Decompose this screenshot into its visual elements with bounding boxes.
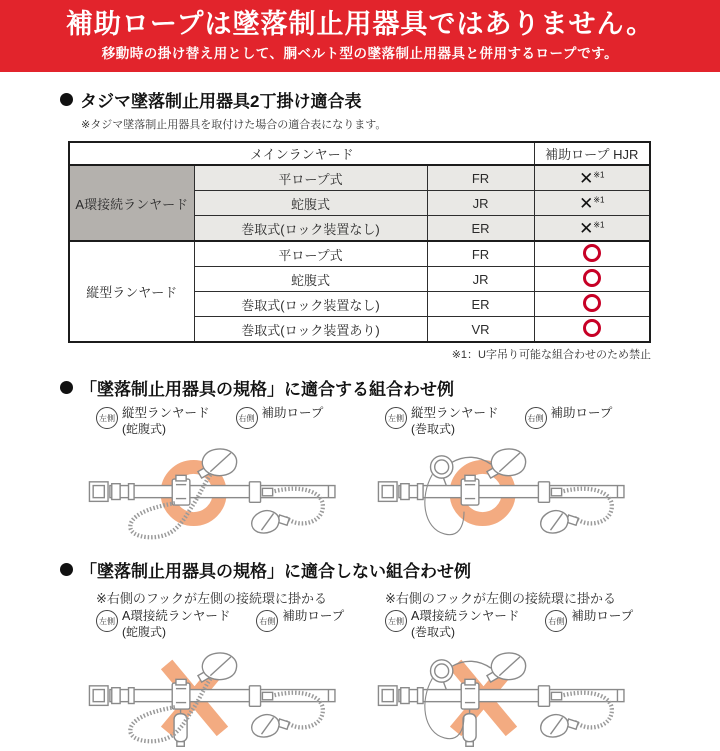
cell-type: 巻取式(ロック装置なし) xyxy=(194,292,427,317)
table-footnote: ※1：U字吊り可能な組合わせのため禁止 xyxy=(451,349,651,361)
device-subtype: (巻取式) xyxy=(411,624,455,639)
left-device-name xyxy=(411,406,499,437)
device-name-text: 縦型ランヤード xyxy=(122,406,210,420)
cell-code: FR xyxy=(427,165,534,191)
cell-type: 平ロープ式 xyxy=(194,241,427,267)
left-side-badge: 左側 xyxy=(96,407,118,429)
left-device-label xyxy=(385,609,519,640)
group-vertical-lanyard: 縦型ランヤード xyxy=(69,241,194,342)
cell-type: 蛇腹式 xyxy=(194,191,427,216)
cell-result xyxy=(534,191,650,216)
result-mark xyxy=(583,319,601,337)
cell-result xyxy=(534,317,650,343)
table-row xyxy=(69,165,650,191)
device-subtype: (巻取式) xyxy=(411,421,455,436)
right-side-badge: 右側 xyxy=(545,610,567,632)
warning-banner-title: 補助ロープは墜落制止用器具ではありません。 xyxy=(65,9,655,40)
ng-example-note: ※右側のフックが左側の接続環に掛かる xyxy=(96,591,327,607)
compatibility-table xyxy=(68,141,651,343)
ng-section-title-text: 「墜落制止用器具の規格」に適合しない組合わせ例 xyxy=(80,562,471,582)
table-row xyxy=(69,241,650,267)
right-device-label xyxy=(236,406,324,437)
cell-code: JR xyxy=(427,191,534,216)
left-device-name xyxy=(122,406,210,437)
header-aux-rope: 補助ロープ HJR xyxy=(534,142,650,165)
left-device-label xyxy=(385,406,499,437)
right-device-name: 補助ロープ xyxy=(261,406,324,420)
cell-code: FR xyxy=(427,241,534,267)
label-row xyxy=(371,406,650,437)
ng-examples xyxy=(60,588,660,750)
belt-diagram-ok-makitori xyxy=(371,439,650,547)
ok-examples xyxy=(60,406,660,547)
ng-example-makitori xyxy=(371,588,650,750)
header-main-lanyard: メインランヤード xyxy=(69,142,534,165)
device-name-text: A環接続ランヤード xyxy=(122,609,231,624)
device-name-text: 縦型ランヤード xyxy=(411,406,499,420)
ok-example-jabara xyxy=(82,406,361,547)
cell-result xyxy=(534,241,650,267)
bullet-icon xyxy=(60,381,73,394)
right-side-badge: 右側 xyxy=(236,407,258,429)
table-header-row xyxy=(69,142,650,165)
label-row xyxy=(82,609,361,640)
cell-type: 平ロープ式 xyxy=(194,165,427,191)
table-section-note: ※タジマ墜落制止用器具を取付けた場合の適合表になります。 xyxy=(81,119,387,131)
result-mark xyxy=(583,269,601,287)
device-subtype: (蛇腹式) xyxy=(122,624,166,639)
left-device-name xyxy=(411,609,519,640)
device-name-text: A環接続ランヤード xyxy=(411,609,520,624)
belt-diagram-ng-makitori xyxy=(371,643,650,751)
device-subtype: (蛇腹式) xyxy=(122,421,166,436)
page-content xyxy=(0,87,720,751)
right-device-name: 補助ロープ xyxy=(571,609,634,624)
warning-banner-subtitle: 移動時の掛け替え用として、胴ベルト型の墜落制止用器具と併用するロープです。 xyxy=(101,45,619,61)
left-side-badge: 左側 xyxy=(385,407,407,429)
result-mark xyxy=(583,294,601,312)
right-side-badge: 右側 xyxy=(525,407,547,429)
result-mark xyxy=(583,244,601,262)
cell-result xyxy=(534,165,650,191)
left-device-name xyxy=(122,609,230,640)
warning-banner xyxy=(0,0,720,72)
right-device-label xyxy=(525,406,613,437)
table-section-title-text: タジマ墜落制止用器具2丁掛け適合表 xyxy=(80,92,362,111)
ok-example-makitori xyxy=(371,406,650,547)
belt-diagram-ok-jabara xyxy=(82,439,361,547)
cell-code: ER xyxy=(427,292,534,317)
ng-example-note: ※右側のフックが左側の接続環に掛かる xyxy=(385,591,616,607)
cell-type: 巻取式(ロック装置なし) xyxy=(194,216,427,242)
left-device-label xyxy=(96,406,210,437)
right-device-name: 補助ロープ xyxy=(282,609,345,624)
cell-result xyxy=(534,292,650,317)
cell-type: 巻取式(ロック装置あり) xyxy=(194,317,427,343)
cell-code: ER xyxy=(427,216,534,242)
ng-section-title xyxy=(60,557,660,582)
group-a-ring-lanyard: A環接続ランヤード xyxy=(69,165,194,241)
label-row xyxy=(371,609,650,640)
right-side-badge: 右側 xyxy=(256,610,278,632)
bullet-icon xyxy=(60,563,73,576)
bullet-icon xyxy=(60,93,73,106)
cell-result xyxy=(534,267,650,292)
left-side-badge: 左側 xyxy=(385,610,407,632)
label-row xyxy=(82,406,361,437)
left-device-label xyxy=(96,609,230,640)
cell-result xyxy=(534,216,650,242)
right-device-name: 補助ロープ xyxy=(550,406,613,420)
cell-type: 蛇腹式 xyxy=(194,267,427,292)
result-mark: ✕$^{※1}$ xyxy=(579,168,605,188)
left-side-badge: 左側 xyxy=(96,610,118,632)
ng-example-jabara xyxy=(82,588,361,750)
cell-code: JR xyxy=(427,267,534,292)
result-mark: ✕$^{※1}$ xyxy=(579,193,605,213)
table-section-title xyxy=(60,87,660,112)
ok-section-title xyxy=(60,375,660,400)
result-mark: ✕$^{※1}$ xyxy=(579,218,605,238)
right-device-label xyxy=(545,609,633,640)
ok-section-title-text: 「墜落制止用器具の規格」に適合する組合わせ例 xyxy=(80,380,454,399)
right-device-label xyxy=(256,609,344,640)
belt-diagram-ng-jabara xyxy=(82,643,361,751)
cell-code: VR xyxy=(427,317,534,343)
